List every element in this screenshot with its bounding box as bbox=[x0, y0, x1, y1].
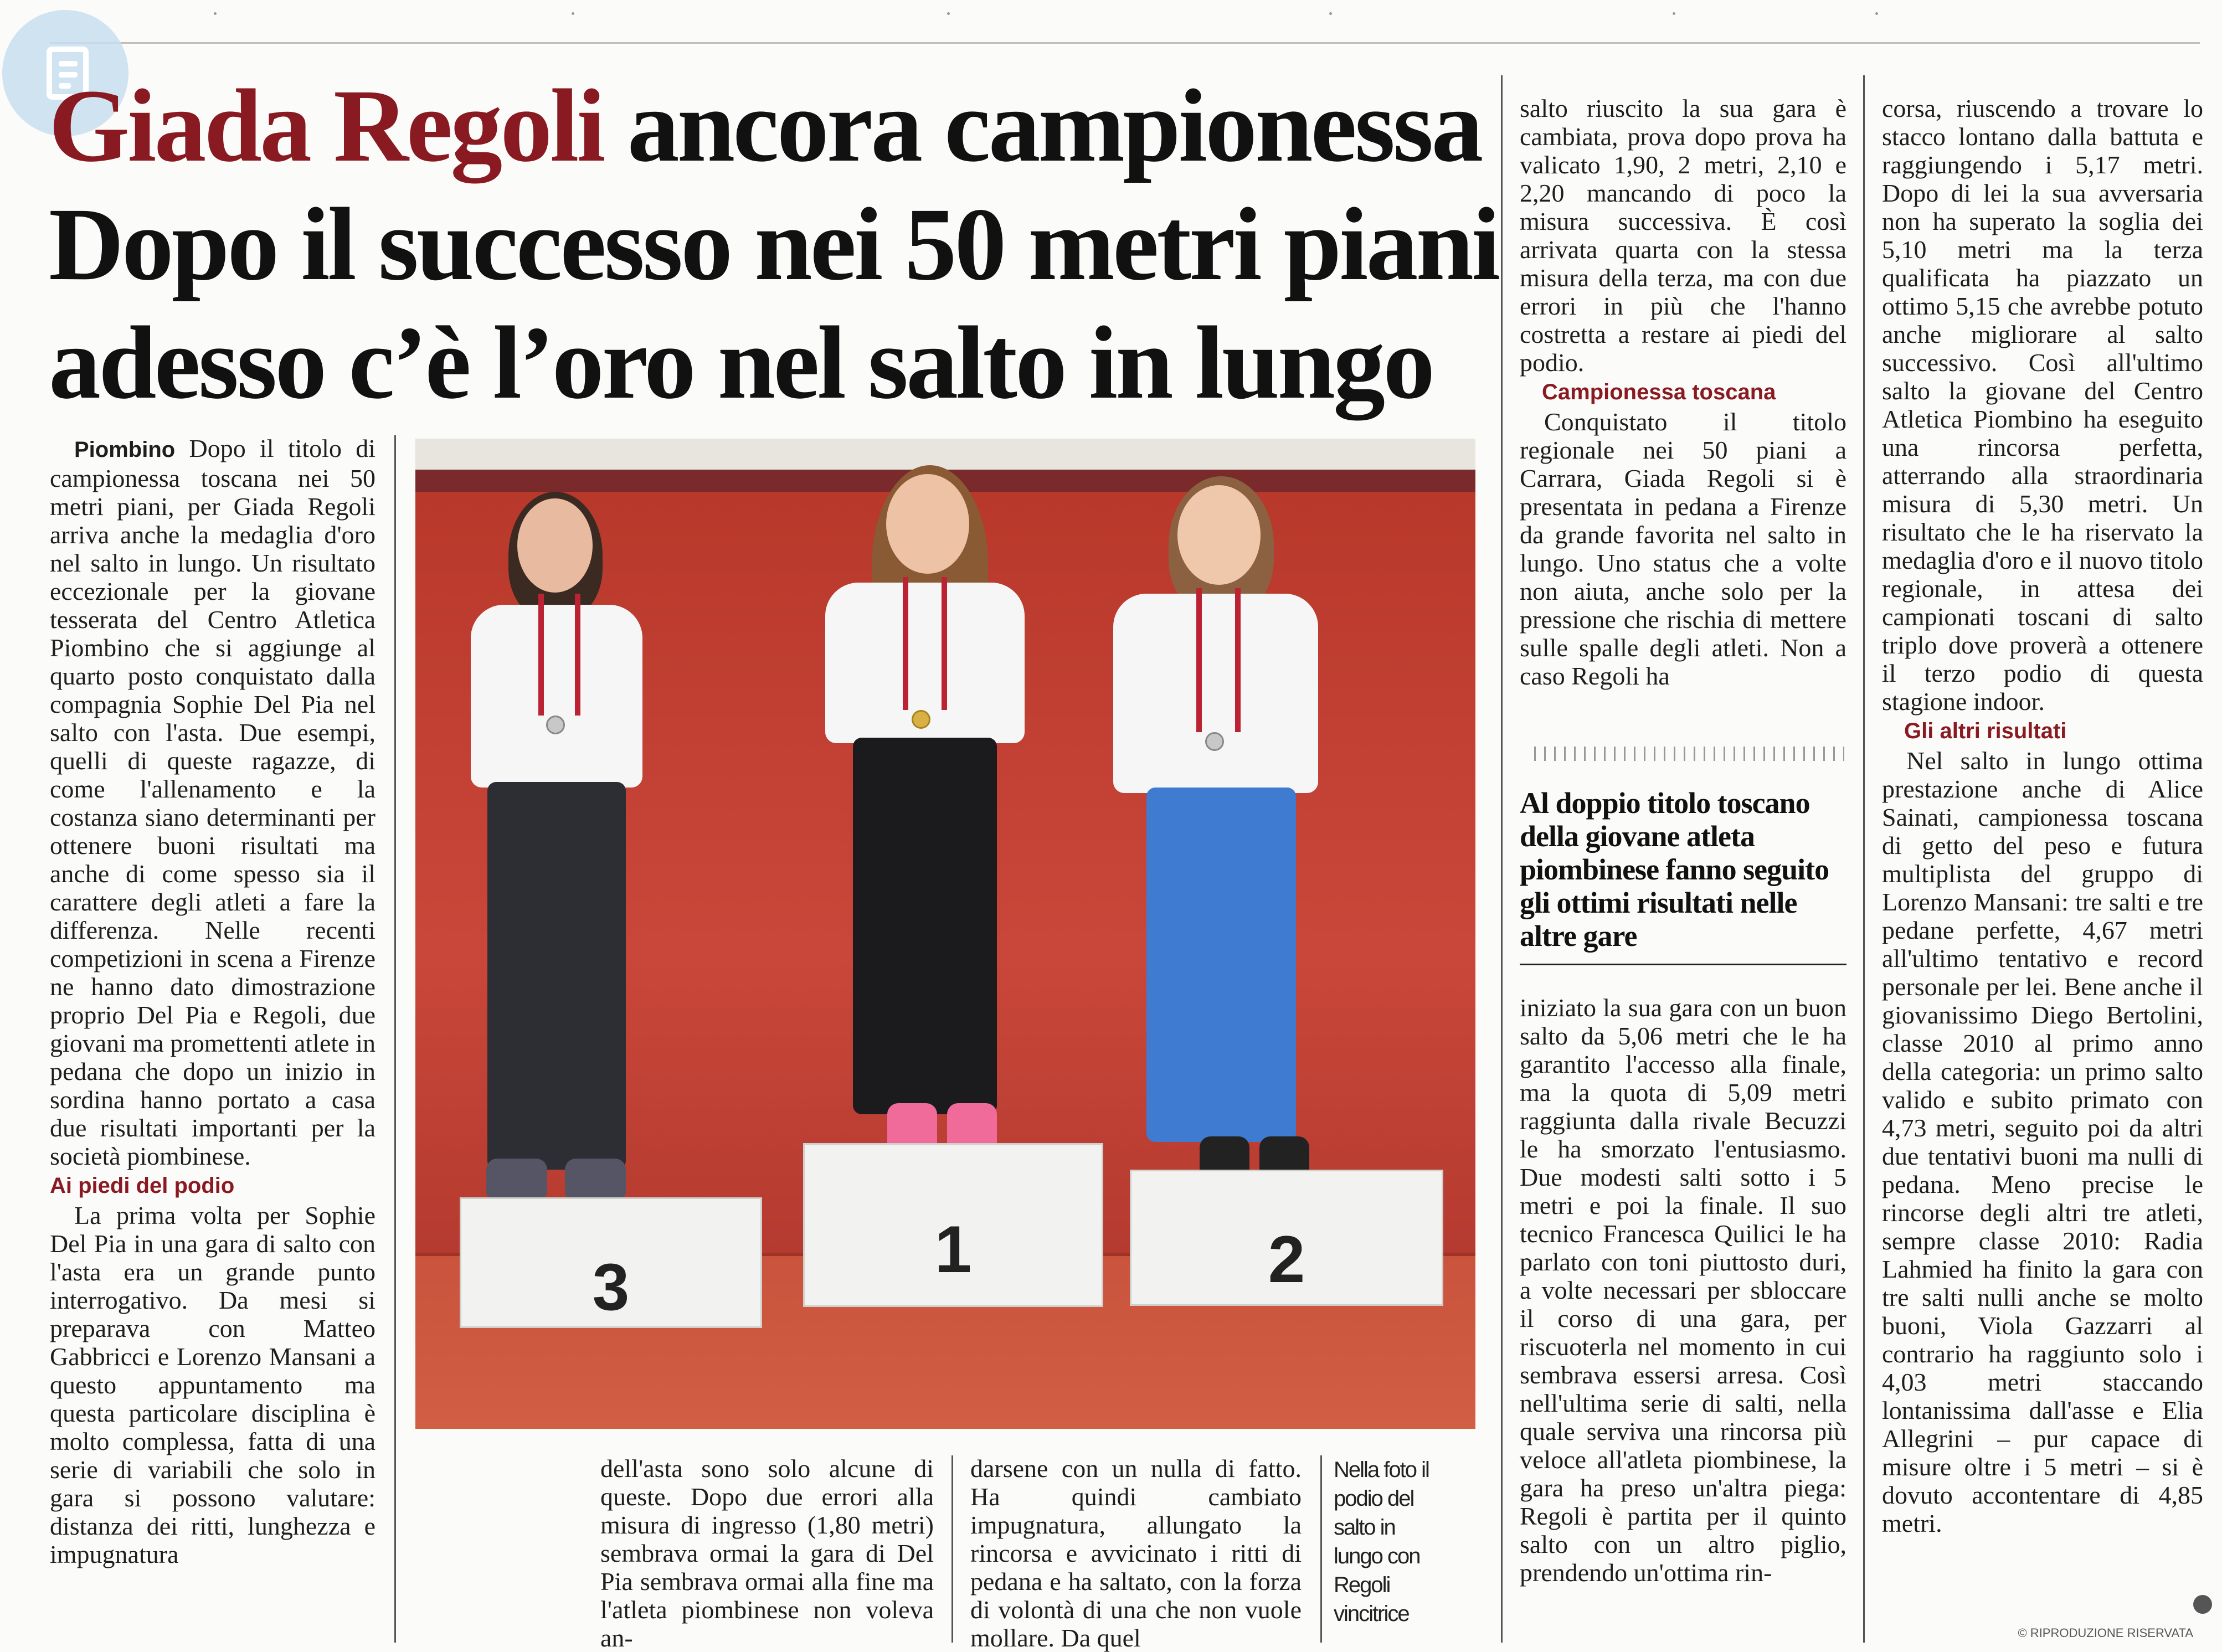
podium-step-second bbox=[1130, 1170, 1443, 1306]
podium-photo bbox=[415, 439, 1475, 1429]
column-1 bbox=[50, 434, 376, 1568]
column-divider bbox=[1320, 1455, 1322, 1643]
pull-quote-rule bbox=[1520, 964, 1846, 965]
column-4-paragraph-3: iniziato la sua gara con un buon salto da 5,06 metri che le ha garantito l'accesso alla finale, ma la quota di 5,09 metri raggiunta dalla rivale Becuzzi le ha smorzato l'entusiasmo. Due modesti salti sotto i 5 metri e poi la finale. Il suo tecnico Francesca Quilici le ha parlato con toni piuttosto duri, a volte necessari per sbloccare il corso di una gara, per riscuoterla nel momento in cui sembrava essersi arresa. Così nell'ultima serie di salti, nella quale serviva una rincorsa più veloce all'atleta piombinese, la gara ha preso un'altra piega: Regoli è partita per il quinto salto con un altro piglio, prendendo un'ottima rin- bbox=[1520, 994, 1846, 1587]
column-4-paragraph-2: Conquistato il titolo regionale nei 50 piani a Carrara, Giada Regoli si è presentata in pedana a Firenze da grande favorita nel salto in lungo. Uno status che a volte non aiuta, anche solo per la pressione che rischia di mettere sulle spalle degli atleti. Non a caso Regoli ha bbox=[1520, 408, 1846, 690]
headline-line-3: adesso c’è l’oro nel salto in lungo bbox=[49, 305, 1433, 420]
column-4-top bbox=[1520, 94, 1846, 690]
ornament-dot bbox=[1329, 12, 1332, 15]
subhead-altri-risultati: Gli altri risultati bbox=[1904, 719, 2067, 743]
column-divider bbox=[951, 1455, 953, 1643]
ornament-dot bbox=[1875, 12, 1878, 15]
top-rule bbox=[50, 42, 2200, 44]
column-1-paragraph-1-text: Dopo il titolo di campionessa toscana nei 50 metri piani, per Giada Regoli arriva anche la medaglia d'oro nel salto in lungo. Un risultato eccezionale per la giovane tesserata del Centro Atletica Piombino che si aggiunge al quarto posto conquistato dalla compagnia Sophie Del Pia nel salto con l'asta. Due esempi, quelli di queste ragazze, di come l'allenamento e la costanza siano determinanti per ottenere buoni risultati ma anche di come spesso sia il carattere degli atleti a fare la differenza. Nelle recenti competizioni in scena a Firenze ne hanno dato dimostrazione proprio Del Pia e Regoli, due giovani ma promettenti atlete in pedana che dopo un inizio in sordina hanno portato a casa due risultati importanti per la società piombinese. bbox=[50, 434, 376, 1170]
headline-line-2: Dopo il successo nei 50 metri piani bbox=[49, 186, 1499, 302]
column-2 bbox=[600, 1454, 934, 1652]
column-1-paragraph-2: La prima volta per Sophie Del Pia in una gara di salto con l'asta era un grande punto interrogativo. Da mesi si preparava con Matteo Gabbricci e Lorenzo Mansani a questo appuntamento ma questa particolare disciplina è molto complessa, fatta di una serie di variabili che solo in gara si possono valutare: distanza dei ritti, lunghezza e impugnatura bbox=[50, 1201, 376, 1568]
column-5 bbox=[1882, 94, 2203, 1537]
subhead-ai-piedi: Ai piedi del podio bbox=[50, 1174, 235, 1198]
headline-line-1-rest: ancora campionessa bbox=[603, 68, 1482, 183]
ornament-dot bbox=[947, 12, 950, 15]
column-5-paragraph-1: corsa, riuscendo a trovare lo stacco lontano dalla battuta e raggiungendo i 5,17 metri. Dopo di lei la sua avversaria non ha superato la soglia dei 5,10 metri ma la terza qualificata ha piazzato un ottimo 5,15 che avrebbe potuto anche migliorare al salto successivo. Così all'ultimo salto la giovane del Centro Atletica Piombino ha eseguito una rincorsa perfetta, atterrando alla straordinaria misura di 5,30 metri. Un risultato che le ha riservato la medaglia d'oro e il nuovo titolo regionale, in attesa dei campionati toscani di salto triplo dove proverà a ottenere il terzo podio di questa stagione indoor. bbox=[1882, 94, 2203, 716]
column-3-text: darsene con un nulla di fatto. Ha quindi cambiato impugnatura, allungato la rincorsa e avvicinato i ritti di pedana e ha saltato, con la forza di volontà di una che non vuole mollare. Da quel bbox=[970, 1454, 1302, 1652]
column-1-paragraph-1 bbox=[50, 434, 376, 1170]
column-2-text: dell'asta sono solo alcune di queste. Dopo due errori alla misura di ingresso (1,80 metri) sembrava ormai la gara di Del Pia sembrava ormai alla fine ma l'atleta piombinese non voleva an- bbox=[600, 1454, 934, 1652]
photo-caption: Nella foto il podio del salto in lungo con Regoli vincitrice bbox=[1334, 1458, 1429, 1626]
column-divider bbox=[394, 435, 396, 1643]
podium-step-third bbox=[460, 1197, 762, 1328]
ornament-dot bbox=[572, 12, 574, 15]
headline bbox=[49, 66, 1498, 422]
ornament-dot bbox=[1673, 12, 1675, 15]
podium-number-first: 1 bbox=[934, 1212, 972, 1286]
pull-quote: Al doppio titolo toscano della giovane atleta piombinese fanno seguito gli ottimi risultati nelle altre gare bbox=[1520, 786, 1829, 953]
podium-number-third: 3 bbox=[592, 1250, 630, 1324]
dateline: Piombino bbox=[74, 438, 176, 462]
subhead-campionessa: Campionessa toscana bbox=[1542, 380, 1776, 404]
column-3 bbox=[970, 1454, 1302, 1652]
column-4-paragraph-1: salto riuscito la sua gara è cambiata, prova dopo prova ha valicato 1,90, 2 metri, 2,10 e 2,20 mancando di poco la misura successiva. È così arrivata quarta con la stessa misura della terza, ma con due errori in più che l'hanno costretta a restare ai piedi del podio. bbox=[1520, 94, 1846, 377]
copyright: © RIPRODUZIONE RISERVATA bbox=[2018, 1626, 2193, 1640]
decorative-ticks bbox=[1534, 747, 1844, 761]
headline-name: Giada Regoli bbox=[49, 68, 604, 183]
headline-line-1 bbox=[49, 66, 1498, 185]
podium-step-first bbox=[803, 1143, 1103, 1307]
column-5-paragraph-2: Nel salto in lungo ottima prestazione anche di Alice Sainati, campionessa toscana di getto del peso e futura multiplista del gruppo di Lorenzo Mansani: tre salti e tre pedane perfette, 4,67 metri all'ultimo tentativo e record personale per lei. Bene anche il giovanissimo Diego Bertolini, classe 2010 al primo anno della categoria: un primo salto valido e subito primato con 4,73 metri, seguito poi da altri due tentativi buoni ma nulli di pedana. Meno precise le rincorse degli altri tre atleti, sempre classe 2010: Radia Lahmied ha finito la gara con tre salti nulli anche se molto buoni, Viola Gazzarri al contrario ha raggiunto solo i 4,03 metri staccando lontanissima dall'asse e Elia Allegrini – pur capace di misure oltre i 5 metri – si è dovuto accontentare di 4,85 metri. bbox=[1882, 747, 2203, 1537]
column-divider bbox=[1501, 75, 1503, 1643]
podium-number-second: 2 bbox=[1268, 1222, 1305, 1296]
column-4-bottom bbox=[1520, 994, 1846, 1587]
ornament-dot bbox=[214, 12, 217, 15]
end-mark bbox=[2193, 1595, 2212, 1614]
column-divider bbox=[1863, 75, 1865, 1643]
